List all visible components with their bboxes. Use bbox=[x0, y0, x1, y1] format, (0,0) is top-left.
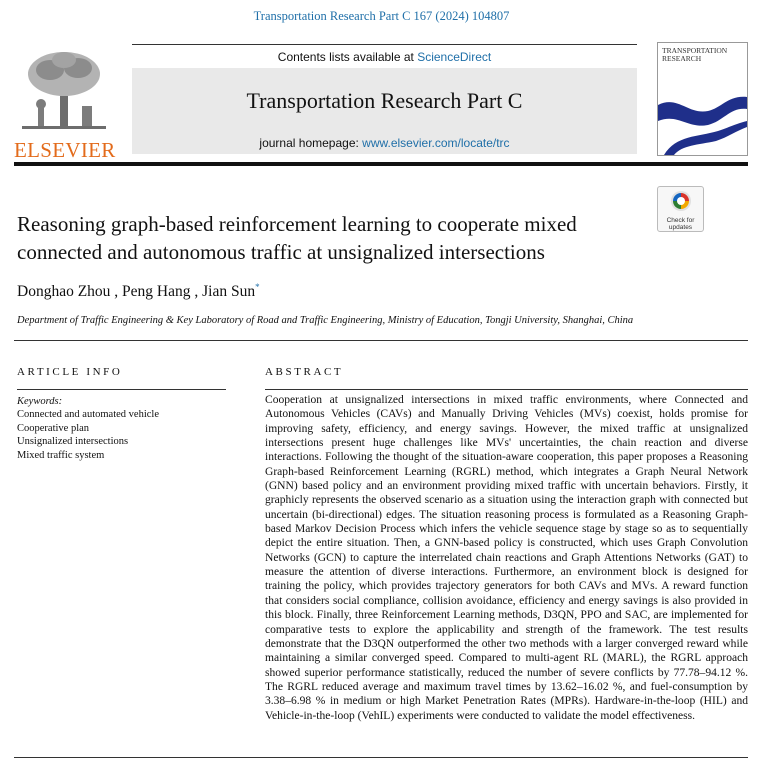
contents-prefix: Contents lists available at bbox=[277, 50, 418, 64]
homepage-line bbox=[132, 136, 637, 150]
homepage-prefix: journal homepage: bbox=[259, 136, 363, 150]
corresponding-author-mark[interactable]: * bbox=[255, 282, 260, 292]
contents-line bbox=[132, 50, 637, 68]
affiliation: Department of Traffic Engineering & Key Laboratory of Road and Traffic Engineering, Ministry of Education, Tongji University, Shanghai, China bbox=[17, 315, 634, 326]
homepage-link[interactable]: www.elsevier.com/locate/trc bbox=[362, 136, 510, 150]
keywords-list bbox=[17, 408, 159, 462]
keyword-item: Unsignalized intersections bbox=[17, 436, 129, 448]
journal-header bbox=[14, 42, 748, 160]
journal-banner bbox=[132, 52, 637, 154]
author-name[interactable]: Peng Hang bbox=[122, 283, 191, 301]
cover-title: TRANSPORTATION RESEARCH bbox=[662, 46, 728, 63]
author-name[interactable]: Jian Sun bbox=[202, 283, 256, 301]
check-for-updates-button[interactable] bbox=[657, 186, 704, 232]
author-list bbox=[17, 282, 260, 301]
journal-citation[interactable]: Transportation Research Part C 167 (2024) 104807 bbox=[253, 9, 510, 23]
author-separator: , bbox=[114, 283, 119, 301]
keyword-item: Connected and automated vehicle bbox=[17, 409, 159, 420]
elsevier-logo[interactable] bbox=[14, 48, 116, 162]
header-top-rule bbox=[132, 44, 637, 45]
author-separator: , bbox=[194, 283, 199, 301]
publisher-name: ELSEVIER bbox=[14, 138, 116, 162]
abstract-heading: ABSTRACT bbox=[265, 366, 344, 378]
article-title: Reasoning graph-based reinforcement learning to cooperate mixed connected and autonomous traffic at unsignalized intersections bbox=[17, 212, 577, 264]
journal-title: Transportation Research Part C bbox=[246, 88, 523, 113]
cover-road-graphic-icon bbox=[658, 65, 747, 155]
author-name[interactable]: Donghao Zhou bbox=[17, 283, 111, 301]
keyword-item: Mixed traffic system bbox=[17, 449, 105, 461]
keyword-item: Cooperative plan bbox=[17, 422, 90, 434]
check-updates-icon bbox=[670, 190, 692, 212]
article-info-rule bbox=[17, 389, 226, 390]
check-updates-label: Check for updates bbox=[666, 217, 695, 231]
abstract-text: Cooperation at unsignalized intersections in mixed traffic environments, where Connected and Autonomous Vehicles (CAVs) and Manually Driving Vehicles (MVs) coexist, holds promise for improving safety, efficiency, and energy savings. However, the mixed traffic at unsignalized intersections present huge challenges like MVs' uncertainties, the chain reaction and diverse interactions. Following the thought of the situation-aware cooperation, this paper proposes a Reasoning Graph-based Reinforcement Learning (RGRL) method, which integrates a Graph Neural Network (GNN) based policy and an environment providing mixed traffic with uncertain behaviors. Firstly, it graphicly represents the observed scenario as a situation using the interaction graph with connected but uncertain (bi-directional) edges. The situation reasoning process is formulated as a Reasoning Graph-based Markov Decision Process which infers the vehicle sequence stage by stage so as to sequentially depict the entire situation. Then, a GNN-based policy is constructed, which uses Graph Convolution Networks (GCN) to capture the interrelated chain reactions and Graph Attentions Networks (GAT) to measure the attention of diverse interactions. Furthermore, an environment block is designed for training the policy, which provides trajectory generators for both CAVs and MVs. A reward function that considers social compliance, collision avoidance, efficiency and energy savings is also provided in this block. Finally, three Reinforcement Learning methods, D3QN, PPO and SAC, are implemented for comparative tests to explore the applicability and strength of the framework. The test results demonstrate that the D3QN outperformed the other two methods with a larger converged reward while maintaining a similar converged speed. Compared to multi-agent RL (MARL), the RGRL approach showed superior performance statistically, reduced the number of severe conflicts by 77.78–94.12 %. The RGRL reduced average and maximum travel times by 13.62–16.02 %, and fuel-consumption by 3.38–6.98 % in medium or high Market Penetration Rates (MPRs). Hardware-in-the-loop (HIL) and Vehicle-in-the-loop (VehIL) experiments were conducted to validate the model effectiveness. bbox=[265, 394, 748, 722]
footer-rule bbox=[14, 757, 748, 758]
article-info-heading: ARTICLE INFO bbox=[17, 366, 123, 378]
header-divider bbox=[14, 162, 748, 166]
journal-cover-thumbnail[interactable] bbox=[657, 42, 748, 156]
tree-emblem-icon bbox=[20, 48, 108, 132]
sciencedirect-link[interactable]: ScienceDirect bbox=[417, 50, 492, 64]
title-divider bbox=[14, 340, 748, 341]
abstract-rule bbox=[265, 389, 748, 390]
keywords-label: Keywords: bbox=[17, 396, 63, 407]
